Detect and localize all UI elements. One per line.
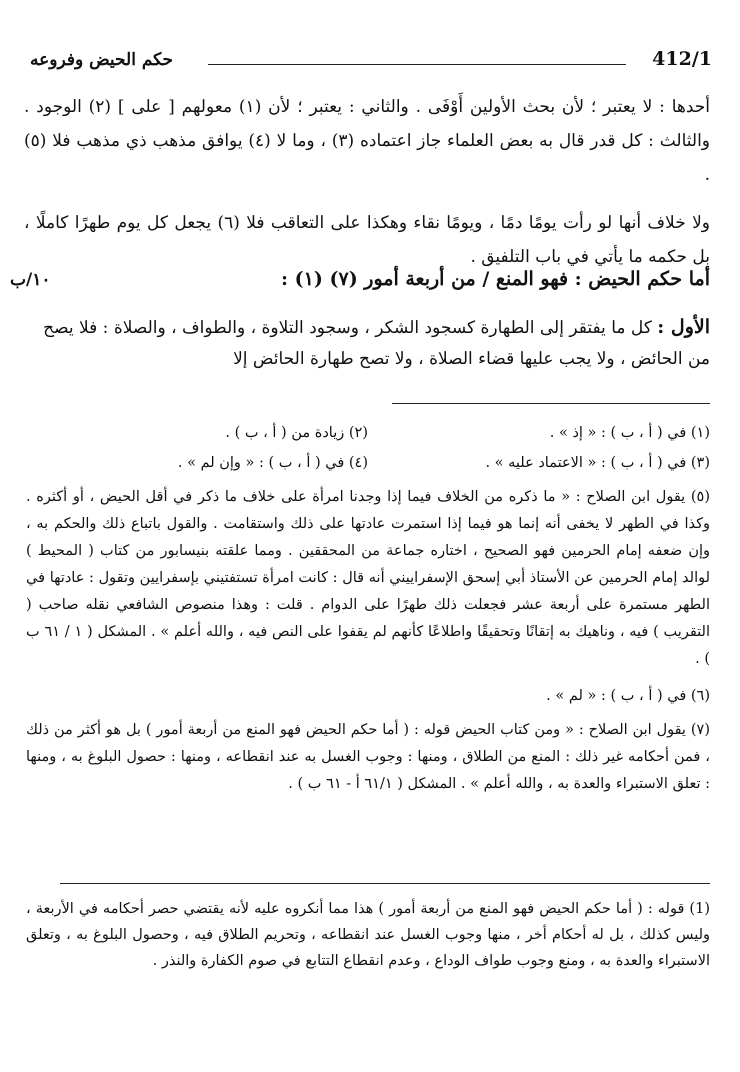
footnote-5: (٥) يقول ابن الصلاح : « ما ذكره من الخلاف فيما إذا وجدنا امرأة على خلاف ما ذكر في أقل الحيض ، أو أكثره . وكذا في الطهر لا يخفى أنه إنما هو فيما إذا استمرت عادتها على ذلك واستقامت . والقول باتباع ذلك والحكم به ، وإن ضعفه إمام الحرمين فهو الصحيح ، اختاره جماعة من المحققين . ومما علقته بنيسابور من كتاب ( المحيط ) لوالد إمام الحرمين عن الأستاذ أبي إسحق الإسفراييني أنه قال : كانت امرأة تستفتيني بإسفرايين وتقول : عادتها في الطهر مستمرة على أربعة عشر فجعلت ذلك طهرًا على الدوام . قلت : وهذا منصوص الشافعي نقله صاحب ( التقريب ) فيه ، وناهيك به إتقانًا وتحقيقًا واطلاعًا كأنهم لم يقفوا على النص فيه ، والله أعلم » . المشكل ( ١ / ٦١ ب ) . <box>26 489 710 667</box>
section-heading: أما حكم الحيض : فهو المنع / من أربعة أمور (٧) (١) : <box>281 268 710 290</box>
footnote-1: (١) في ( أ ، ب ) : « إذ » . <box>549 425 710 441</box>
running-title: حكم الحيض وفروعه <box>30 50 174 70</box>
main-text <box>24 90 710 274</box>
footnote-3: (٣) في ( أ ، ب ) : « الاعتماد عليه » . <box>485 455 710 471</box>
page-number: 412/1 <box>652 48 712 70</box>
commentary-divider <box>60 883 710 884</box>
footnote-4: (٤) في ( أ ، ب ) : « وإن لم » . <box>177 455 368 471</box>
footnote-2: (٢) زيادة من ( أ ، ب ) . <box>225 425 368 441</box>
main-paragraph: ولا خلاف أنها لو رأت يومًا دمًا ، ويومًا نقاء وهكذا على التعاقب فلا (٦) يجعل كل يوم طهرًا كاملًا ، بل حكمه ما يأتي في باب التلفيق . <box>24 213 710 267</box>
footnotes <box>26 418 710 798</box>
main-paragraph: أحدها : لا يعتبر ؛ لأن بحث الأولين أَوْفَى . والثاني : يعتبر ؛ لأن (١) معولهم [ على ] (٢) الوجود . والثالث : كل قدر قال به بعض العلماء جاز اعتماده (٣) ، وما لا (٤) يوافق مذهب ذي مذهب فلا (٥) . <box>24 97 711 185</box>
manuscript-folio-note: ١٠/ب <box>10 270 51 290</box>
footnote-6: (٦) في ( أ ، ب ) : « لم » . <box>546 688 710 704</box>
first-point-paragraph <box>24 312 710 375</box>
footnote-divider <box>392 403 710 404</box>
section-heading-line <box>10 268 710 304</box>
footnote-row <box>26 448 710 478</box>
footnote-7: (٧) يقول ابن الصلاح : « ومن كتاب الحيض قوله : ( أما حكم الحيض فهو المنع من أربعة أمور ) بل هو أكثر من ذلك ، فمن أحكامه غير ذلك : المنع من الطلاق ، ومنها : وجوب الغسل به عند انقطاعه ، ومنها : حصول البلوغ به ، ومنها : تعلق الاستبراء والعدة به ، والله أعلم » . المشكل ( ٦١/١ أ - ٦١ ب ) . <box>26 722 710 792</box>
editor-commentary: (1) قوله : ( أما حكم الحيض فهو المنع من أربعة أمور ) هذا مما أنكروه عليه لأنه يقتضي حصر أحكامه في الأربعة ، وليس كذلك ، بل له أحكام أخر ، منها وجوب الغسل عند انقطاعه ، وتحريم الطلاق فيه ، وحصول البلوغ به ، وتعلق الاستبراء والعدة به ، ومنع وجوب طواف الوداع ، وعدم انقطاع التتابع في صوم الكفارة والنذر . <box>26 901 710 969</box>
page-header <box>30 48 712 74</box>
header-rule <box>208 64 626 65</box>
first-point-label: الأول : <box>657 316 710 338</box>
first-point-text: كل ما يفتقر إلى الطهارة كسجود الشكر ، وسجود التلاوة ، والطواف ، والصلاة : فلا يصح من الحائض ، ولا يجب عليها قضاء الصلاة ، ولا تصح طهارة الحائض إلا <box>43 318 710 369</box>
first-point <box>24 312 710 375</box>
footnote-row <box>26 418 710 448</box>
